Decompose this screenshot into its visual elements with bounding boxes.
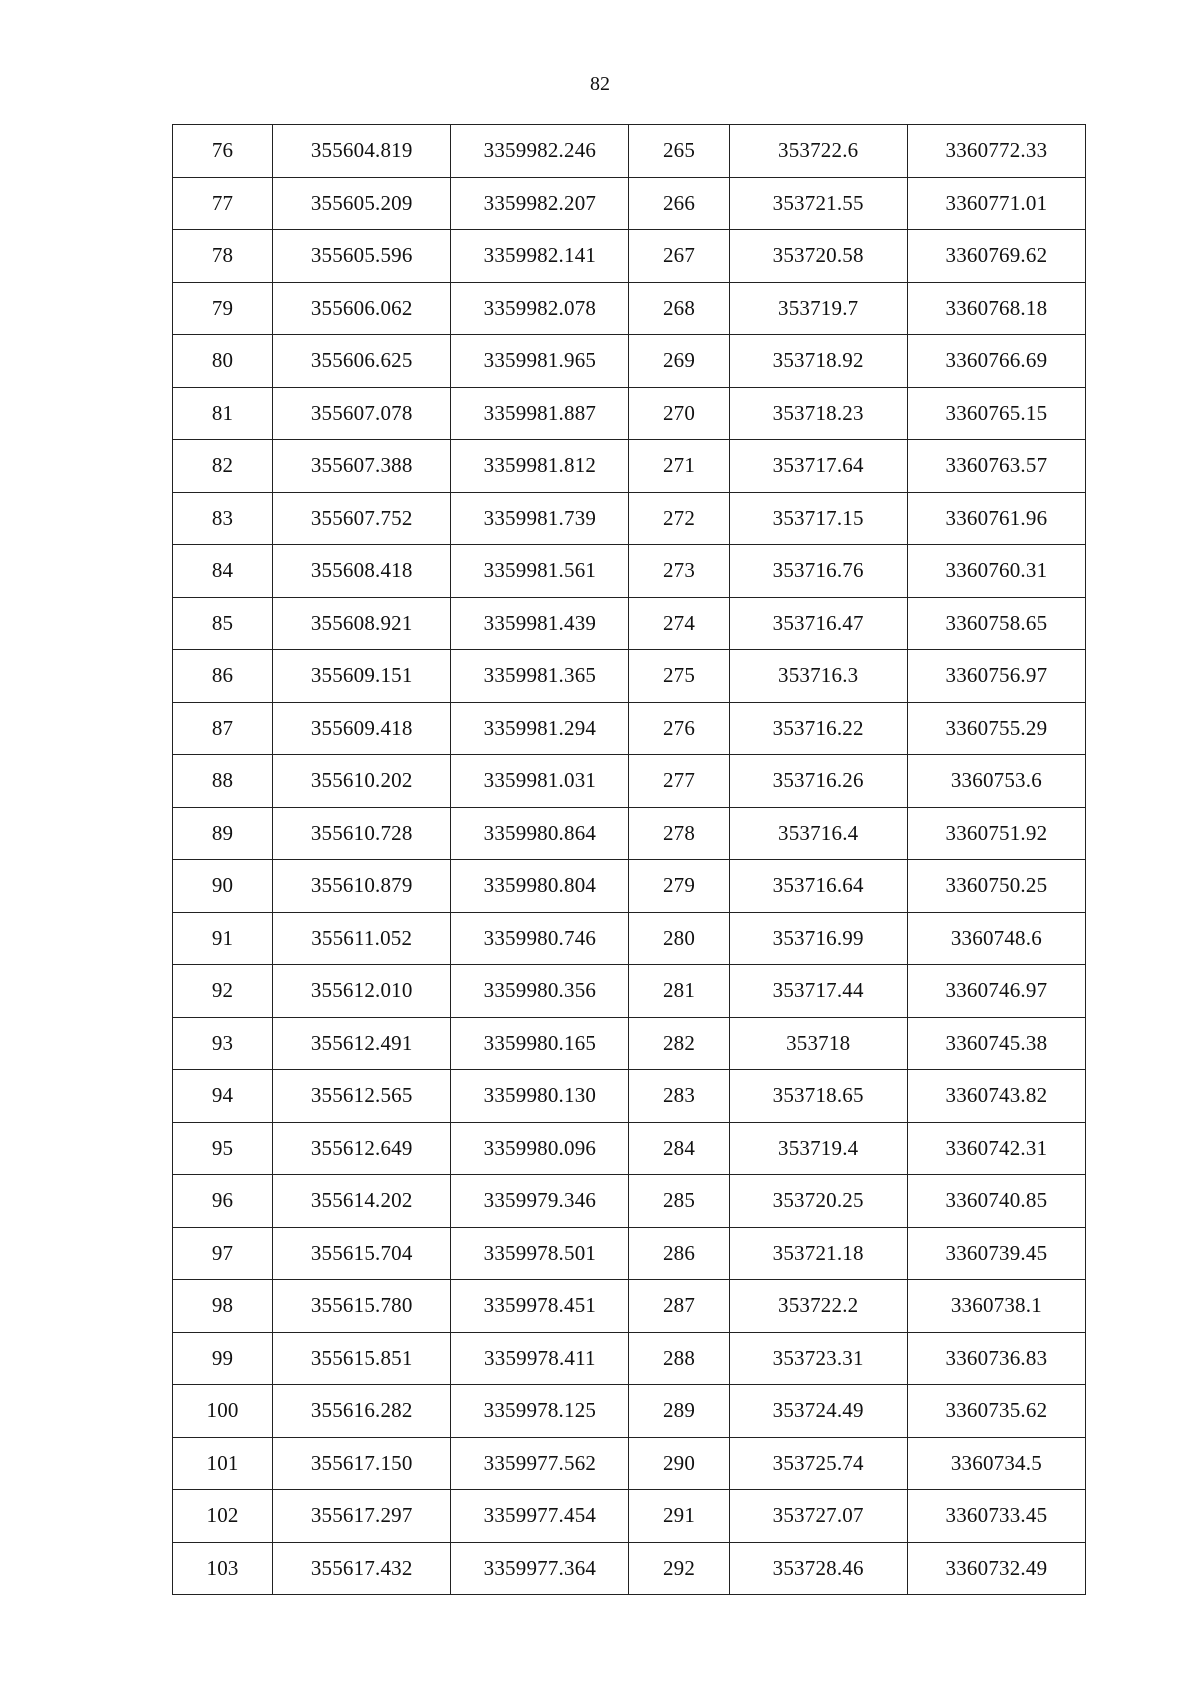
point-number-right: 283	[629, 1070, 729, 1123]
point-number-right: 290	[629, 1437, 729, 1490]
x-coordinate-right: 353716.76	[729, 545, 907, 598]
table-row	[173, 1017, 1086, 1070]
y-coordinate-right: 3360768.18	[907, 282, 1085, 335]
y-coordinate-left: 3359981.439	[451, 597, 629, 650]
y-coordinate-right: 3360755.29	[907, 702, 1085, 755]
point-number-left: 77	[173, 177, 273, 230]
x-coordinate-right: 353716.26	[729, 755, 907, 808]
x-coordinate-left: 355607.752	[273, 492, 451, 545]
y-coordinate-left: 3359978.501	[451, 1227, 629, 1280]
y-coordinate-right: 3360743.82	[907, 1070, 1085, 1123]
point-number-right: 280	[629, 912, 729, 965]
x-coordinate-right: 353721.18	[729, 1227, 907, 1280]
y-coordinate-left: 3359981.812	[451, 440, 629, 493]
point-number-right: 281	[629, 965, 729, 1018]
point-number-left: 87	[173, 702, 273, 755]
y-coordinate-right: 3360742.31	[907, 1122, 1085, 1175]
point-number-left: 91	[173, 912, 273, 965]
x-coordinate-left: 355610.879	[273, 860, 451, 913]
y-coordinate-right: 3360766.69	[907, 335, 1085, 388]
y-coordinate-right: 3360758.65	[907, 597, 1085, 650]
y-coordinate-right: 3360769.62	[907, 230, 1085, 283]
x-coordinate-left: 355610.728	[273, 807, 451, 860]
point-number-right: 273	[629, 545, 729, 598]
x-coordinate-right: 353723.31	[729, 1332, 907, 1385]
point-number-left: 84	[173, 545, 273, 598]
point-number-left: 85	[173, 597, 273, 650]
y-coordinate-left: 3359981.561	[451, 545, 629, 598]
point-number-right: 291	[629, 1490, 729, 1543]
y-coordinate-left: 3359981.365	[451, 650, 629, 703]
table-row	[173, 545, 1086, 598]
y-coordinate-right: 3360750.25	[907, 860, 1085, 913]
x-coordinate-left: 355609.151	[273, 650, 451, 703]
x-coordinate-right: 353717.44	[729, 965, 907, 1018]
y-coordinate-right: 3360772.33	[907, 125, 1085, 178]
x-coordinate-right: 353719.7	[729, 282, 907, 335]
point-number-left: 92	[173, 965, 273, 1018]
y-coordinate-right: 3360753.6	[907, 755, 1085, 808]
point-number-right: 289	[629, 1385, 729, 1438]
x-coordinate-right: 353717.64	[729, 440, 907, 493]
x-coordinate-right: 353728.46	[729, 1542, 907, 1595]
point-number-left: 76	[173, 125, 273, 178]
point-number-right: 269	[629, 335, 729, 388]
x-coordinate-left: 355617.432	[273, 1542, 451, 1595]
y-coordinate-left: 3359981.965	[451, 335, 629, 388]
x-coordinate-right: 353722.2	[729, 1280, 907, 1333]
point-number-right: 287	[629, 1280, 729, 1333]
point-number-right: 266	[629, 177, 729, 230]
x-coordinate-left: 355609.418	[273, 702, 451, 755]
y-coordinate-left: 3359981.031	[451, 755, 629, 808]
x-coordinate-right: 353721.55	[729, 177, 907, 230]
x-coordinate-left: 355604.819	[273, 125, 451, 178]
table-row	[173, 1175, 1086, 1228]
table-row	[173, 125, 1086, 178]
coordinate-table	[172, 124, 1086, 1595]
x-coordinate-right: 353720.58	[729, 230, 907, 283]
y-coordinate-left: 3359982.078	[451, 282, 629, 335]
y-coordinate-right: 3360733.45	[907, 1490, 1085, 1543]
point-number-right: 274	[629, 597, 729, 650]
table-row	[173, 1227, 1086, 1280]
point-number-left: 98	[173, 1280, 273, 1333]
point-number-right: 285	[629, 1175, 729, 1228]
point-number-left: 97	[173, 1227, 273, 1280]
x-coordinate-left: 355615.780	[273, 1280, 451, 1333]
x-coordinate-right: 353716.4	[729, 807, 907, 860]
y-coordinate-right: 3360745.38	[907, 1017, 1085, 1070]
point-number-left: 94	[173, 1070, 273, 1123]
y-coordinate-right: 3360736.83	[907, 1332, 1085, 1385]
point-number-right: 278	[629, 807, 729, 860]
point-number-left: 86	[173, 650, 273, 703]
y-coordinate-left: 3359980.746	[451, 912, 629, 965]
y-coordinate-left: 3359981.294	[451, 702, 629, 755]
x-coordinate-left: 355606.062	[273, 282, 451, 335]
table-row	[173, 755, 1086, 808]
point-number-left: 90	[173, 860, 273, 913]
point-number-right: 284	[629, 1122, 729, 1175]
y-coordinate-right: 3360748.6	[907, 912, 1085, 965]
point-number-left: 78	[173, 230, 273, 283]
table-row	[173, 807, 1086, 860]
point-number-right: 288	[629, 1332, 729, 1385]
point-number-right: 268	[629, 282, 729, 335]
point-number-left: 100	[173, 1385, 273, 1438]
y-coordinate-left: 3359982.246	[451, 125, 629, 178]
x-coordinate-right: 353716.99	[729, 912, 907, 965]
y-coordinate-right: 3360751.92	[907, 807, 1085, 860]
x-coordinate-left: 355607.078	[273, 387, 451, 440]
table-row	[173, 965, 1086, 1018]
x-coordinate-left: 355608.418	[273, 545, 451, 598]
y-coordinate-left: 3359980.096	[451, 1122, 629, 1175]
x-coordinate-right: 353716.3	[729, 650, 907, 703]
x-coordinate-right: 353716.47	[729, 597, 907, 650]
y-coordinate-left: 3359982.141	[451, 230, 629, 283]
point-number-left: 88	[173, 755, 273, 808]
x-coordinate-left: 355617.150	[273, 1437, 451, 1490]
point-number-right: 272	[629, 492, 729, 545]
x-coordinate-right: 353716.64	[729, 860, 907, 913]
x-coordinate-left: 355611.052	[273, 912, 451, 965]
point-number-left: 82	[173, 440, 273, 493]
y-coordinate-left: 3359978.451	[451, 1280, 629, 1333]
x-coordinate-right: 353718.65	[729, 1070, 907, 1123]
coordinate-table-body	[173, 125, 1086, 1595]
x-coordinate-right: 353718	[729, 1017, 907, 1070]
table-row	[173, 387, 1086, 440]
table-row	[173, 1437, 1086, 1490]
y-coordinate-left: 3359981.739	[451, 492, 629, 545]
table-row	[173, 702, 1086, 755]
table-row	[173, 1385, 1086, 1438]
x-coordinate-right: 353722.6	[729, 125, 907, 178]
y-coordinate-left: 3359977.562	[451, 1437, 629, 1490]
table-row	[173, 1280, 1086, 1333]
table-row	[173, 492, 1086, 545]
x-coordinate-left: 355612.649	[273, 1122, 451, 1175]
y-coordinate-left: 3359977.454	[451, 1490, 629, 1543]
table-row	[173, 1122, 1086, 1175]
x-coordinate-left: 355616.282	[273, 1385, 451, 1438]
point-number-right: 279	[629, 860, 729, 913]
table-row	[173, 1332, 1086, 1385]
y-coordinate-right: 3360763.57	[907, 440, 1085, 493]
point-number-left: 96	[173, 1175, 273, 1228]
y-coordinate-left: 3359980.165	[451, 1017, 629, 1070]
x-coordinate-left: 355617.297	[273, 1490, 451, 1543]
y-coordinate-left: 3359982.207	[451, 177, 629, 230]
x-coordinate-left: 355605.209	[273, 177, 451, 230]
point-number-left: 81	[173, 387, 273, 440]
y-coordinate-right: 3360771.01	[907, 177, 1085, 230]
x-coordinate-left: 355612.010	[273, 965, 451, 1018]
point-number-right: 270	[629, 387, 729, 440]
y-coordinate-left: 3359981.887	[451, 387, 629, 440]
y-coordinate-right: 3360746.97	[907, 965, 1085, 1018]
x-coordinate-left: 355606.625	[273, 335, 451, 388]
x-coordinate-left: 355612.565	[273, 1070, 451, 1123]
x-coordinate-right: 353717.15	[729, 492, 907, 545]
x-coordinate-left: 355615.704	[273, 1227, 451, 1280]
table-row	[173, 335, 1086, 388]
y-coordinate-left: 3359980.130	[451, 1070, 629, 1123]
x-coordinate-right: 353725.74	[729, 1437, 907, 1490]
table-row	[173, 230, 1086, 283]
y-coordinate-left: 3359980.804	[451, 860, 629, 913]
point-number-right: 275	[629, 650, 729, 703]
y-coordinate-left: 3359980.356	[451, 965, 629, 1018]
y-coordinate-right: 3360735.62	[907, 1385, 1085, 1438]
y-coordinate-left: 3359977.364	[451, 1542, 629, 1595]
x-coordinate-left: 355610.202	[273, 755, 451, 808]
point-number-left: 79	[173, 282, 273, 335]
point-number-left: 93	[173, 1017, 273, 1070]
table-row	[173, 650, 1086, 703]
table-row	[173, 1490, 1086, 1543]
table-row	[173, 282, 1086, 335]
point-number-left: 89	[173, 807, 273, 860]
x-coordinate-right: 353718.23	[729, 387, 907, 440]
y-coordinate-right: 3360732.49	[907, 1542, 1085, 1595]
point-number-left: 95	[173, 1122, 273, 1175]
x-coordinate-right: 353727.07	[729, 1490, 907, 1543]
point-number-left: 99	[173, 1332, 273, 1385]
x-coordinate-right: 353724.49	[729, 1385, 907, 1438]
point-number-right: 282	[629, 1017, 729, 1070]
point-number-right: 277	[629, 755, 729, 808]
point-number-right: 286	[629, 1227, 729, 1280]
table-row	[173, 912, 1086, 965]
x-coordinate-right: 353720.25	[729, 1175, 907, 1228]
x-coordinate-right: 353719.4	[729, 1122, 907, 1175]
point-number-right: 276	[629, 702, 729, 755]
table-row	[173, 1070, 1086, 1123]
x-coordinate-left: 355607.388	[273, 440, 451, 493]
y-coordinate-right: 3360761.96	[907, 492, 1085, 545]
x-coordinate-left: 355608.921	[273, 597, 451, 650]
table-row	[173, 440, 1086, 493]
x-coordinate-right: 353716.22	[729, 702, 907, 755]
x-coordinate-right: 353718.92	[729, 335, 907, 388]
point-number-left: 101	[173, 1437, 273, 1490]
y-coordinate-right: 3360756.97	[907, 650, 1085, 703]
point-number-right: 271	[629, 440, 729, 493]
y-coordinate-left: 3359978.411	[451, 1332, 629, 1385]
x-coordinate-left: 355605.596	[273, 230, 451, 283]
table-row	[173, 1542, 1086, 1595]
point-number-right: 265	[629, 125, 729, 178]
y-coordinate-left: 3359980.864	[451, 807, 629, 860]
table-row	[173, 597, 1086, 650]
table-row	[173, 177, 1086, 230]
page-number: 82	[590, 73, 610, 95]
point-number-right: 292	[629, 1542, 729, 1595]
y-coordinate-right: 3360734.5	[907, 1437, 1085, 1490]
x-coordinate-left: 355612.491	[273, 1017, 451, 1070]
y-coordinate-right: 3360738.1	[907, 1280, 1085, 1333]
y-coordinate-left: 3359979.346	[451, 1175, 629, 1228]
x-coordinate-left: 355614.202	[273, 1175, 451, 1228]
point-number-left: 103	[173, 1542, 273, 1595]
point-number-left: 83	[173, 492, 273, 545]
table-row	[173, 860, 1086, 913]
y-coordinate-left: 3359978.125	[451, 1385, 629, 1438]
y-coordinate-right: 3360739.45	[907, 1227, 1085, 1280]
x-coordinate-left: 355615.851	[273, 1332, 451, 1385]
y-coordinate-right: 3360765.15	[907, 387, 1085, 440]
point-number-left: 102	[173, 1490, 273, 1543]
point-number-left: 80	[173, 335, 273, 388]
y-coordinate-right: 3360760.31	[907, 545, 1085, 598]
y-coordinate-right: 3360740.85	[907, 1175, 1085, 1228]
point-number-right: 267	[629, 230, 729, 283]
